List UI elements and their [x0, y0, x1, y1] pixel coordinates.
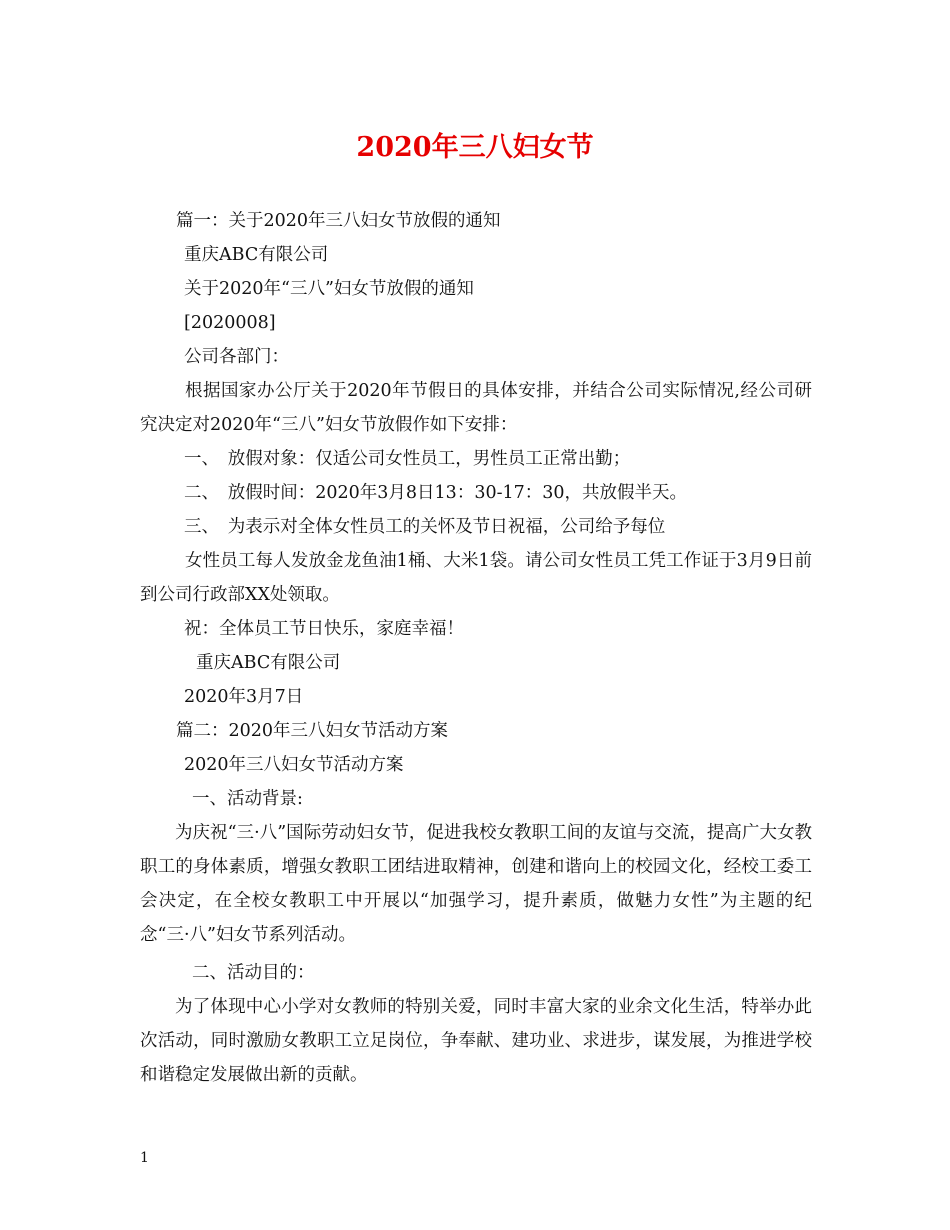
section-1-title: 一、活动背景: — [192, 789, 303, 809]
section-2-title: 二、活动目的： — [192, 963, 315, 983]
document-title: 2020年三八妇女节 — [356, 132, 594, 163]
section-1-body: 为庆祝“三·八”国际劳动妇女节，促进我校女教职工间的友谊与交流，提高广大女教职工的身体素质，增强女教职工团结进取精神，创建和谐向上的校园文化，经校工委工会决定，在全校女教职工中开展以“加强学习，提升素质，做魅力女性”为主题的纪念“三·八”妇女节系列活动。 — [140, 823, 812, 945]
signature-date: 2020年3月7日 — [184, 687, 304, 707]
section-2-body: 为了体现中心小学对女教师的特别关爱，同时丰富大家的业余文化生活，特举办此次活动，同时激励女教职工立足岗位，争奉献、建功业、求进步，谋发展，为推进学校和谐稳定发展做出新的贡献。 — [140, 997, 812, 1085]
signature-company: 重庆ABC有限公司 — [196, 653, 341, 673]
page-number: 1 — [140, 1150, 149, 1166]
document-number: [2020008] — [184, 313, 276, 333]
arrangement-item-3-continued: 女性员工每人发放金龙鱼油1桶、大米1袋。请公司女性员工凭工作证于3月9日前到公司行政部XX处领取。 — [140, 551, 812, 605]
notice-title: 关于2020年“三八”妇女节放假的通知 — [184, 279, 474, 299]
part2-heading: 篇二：2020年三八妇女节活动方案 — [176, 721, 449, 741]
arrangement-item-1: 一、 放假对象：仅适公司女性员工，男性员工正常出勤； — [184, 449, 631, 469]
company-name: 重庆ABC有限公司 — [184, 245, 329, 265]
greeting: 祝：全体员工节日快乐，家庭幸福！ — [184, 619, 464, 639]
arrangement-item-2: 二、 放假时间：2020年3月8日13：30-17：30，共放假半天。 — [184, 483, 688, 503]
plan-subtitle: 2020年三八妇女节活动方案 — [184, 755, 404, 775]
salutation: 公司各部门： — [184, 347, 289, 367]
arrangement-item-3: 三、 为表示对全体女性员工的关怀及节日祝福，公司给予每位 — [184, 517, 666, 537]
part1-heading: 篇一：关于2020年三八妇女节放假的通知 — [176, 211, 501, 231]
intro-paragraph: 根据国家办公厅关于2020年节假日的具体安排，并结合公司实际情况,经公司研究决定对2020年“三八”妇女节放假作如下安排： — [140, 381, 812, 435]
